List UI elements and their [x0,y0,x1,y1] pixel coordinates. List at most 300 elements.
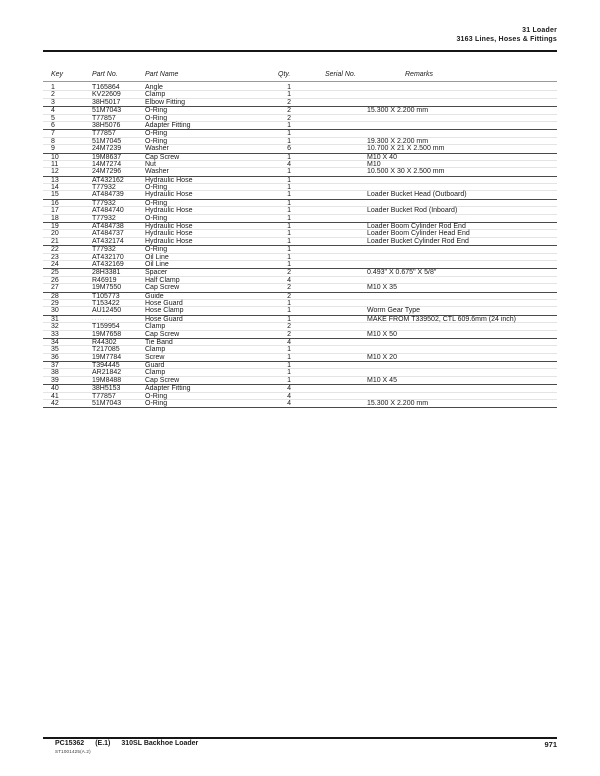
cell-serial [291,400,367,407]
col-header-part-no: Part No. [92,71,118,78]
table-row [43,346,557,353]
cell-serial [291,84,367,91]
cell-remarks [367,122,557,129]
cell-key: 29 [51,299,59,307]
cell-serial [291,362,367,369]
cell-serial [291,177,367,184]
cell-qty: 6 [287,145,291,153]
cell-qty: 1 [287,260,291,268]
page-number: 971 [544,740,557,749]
cell-name: Hydraulic Hose [145,237,193,245]
cell-part: AT432162 [92,176,124,184]
cell-remarks: Loader Boom Cylinder Head End [367,230,470,238]
cell-part: T77932 [92,184,116,192]
cell-qty: 1 [287,299,291,307]
cell-serial [291,323,367,330]
cell-remarks [367,177,557,184]
cell-remarks [367,184,557,191]
cell-remarks: 10.700 X 21 X 2.500 mm [367,145,445,153]
table-row [43,300,557,307]
cell-serial [291,385,367,392]
cell-remarks [367,362,557,369]
cell-serial [291,238,367,245]
cell-remarks: 19.300 X 2.200 mm [367,137,429,145]
table-row [43,339,557,346]
cell-part: AT432169 [92,260,124,268]
cell-serial [291,277,367,284]
cell-key: 41 [51,392,59,400]
cell-part: 19M8637 [92,153,122,161]
row-group [43,362,557,385]
cell-name: O-Ring [145,137,168,145]
cell-name: Screw [145,353,165,361]
cell-name: O-Ring [145,107,168,115]
cell-serial [291,300,367,307]
table-row [43,377,557,384]
cell-part: T77932 [92,214,116,222]
cell-remarks: Loader Boom Cylinder Rod End [367,223,466,231]
cell-remarks [367,293,557,300]
table-row [43,400,557,407]
cell-key: 3 [51,98,55,106]
cell-serial [291,254,367,261]
cell-part: 38H5153 [92,385,121,393]
cell-part: AT484740 [92,207,124,215]
row-group [43,316,557,339]
cell-serial [291,284,367,291]
cell-serial [291,331,367,338]
cell-remarks [367,339,557,346]
cell-qty: 2 [287,98,291,106]
cell-name: Half Clamp [145,276,180,284]
table-row [43,362,557,369]
cell-qty: 1 [287,246,291,254]
cell-key: 5 [51,114,55,122]
cell-key: 39 [51,376,59,384]
cell-name: Hose Clamp [145,307,184,315]
cell-name: O-Ring [145,130,168,138]
cell-qty: 1 [287,91,291,99]
cell-key: 15 [51,191,59,199]
cell-qty: 1 [287,199,291,207]
cell-remarks [367,393,557,400]
table-row [43,238,557,245]
cell-part: 19M7658 [92,330,122,338]
cell-serial [291,223,367,230]
cell-key: 28 [51,292,59,300]
table-row [43,154,557,161]
cell-part: T159954 [92,323,120,331]
cell-key: 25 [51,269,59,277]
cell-key: 32 [51,323,59,331]
cell-key: 37 [51,362,59,370]
cell-qty: 1 [287,207,291,215]
cell-key: 10 [51,153,59,161]
cell-qty: 2 [287,114,291,122]
cell-name: Guard [145,362,165,370]
cell-part: AT484739 [92,191,124,199]
cell-key: 30 [51,307,59,315]
cell-remarks: 15.300 X 2.200 mm [367,400,429,408]
cell-name: Clamp [145,369,166,377]
cell-remarks [367,369,557,376]
cell-qty: 4 [287,400,291,408]
cell-serial [291,215,367,222]
cell-part: 19M8488 [92,376,122,384]
cell-name: Hose Guard [145,299,183,307]
cell-part: 51M7043 [92,400,122,408]
cell-serial [291,230,367,237]
cell-serial [291,138,367,145]
cell-key: 34 [51,338,59,346]
cell-part: KV22609 [92,91,121,99]
table-row [43,184,557,191]
table-row [43,307,557,314]
cell-key: 23 [51,253,59,261]
section-title: 31 Loader [522,27,557,34]
table-row [43,107,557,114]
row-group [43,200,557,223]
cell-part: T153422 [92,299,120,307]
cell-part: T77857 [92,130,116,138]
cell-name: Clamp [145,91,166,99]
cell-name: O-Ring [145,400,168,408]
table-row [43,130,557,137]
cell-part: 51M7045 [92,137,122,145]
cell-qty: 1 [287,253,291,261]
table-row [43,230,557,237]
cell-remarks [367,277,557,284]
table-row [43,223,557,230]
cell-serial [291,99,367,106]
row-group [43,107,557,130]
cell-remarks [367,215,557,222]
table-row [43,369,557,376]
cell-serial [291,184,367,191]
row-group [43,293,557,316]
cell-key: 14 [51,184,59,192]
cell-qty: 4 [287,392,291,400]
table-row [43,115,557,122]
cell-part: 28H3381 [92,269,121,277]
cell-remarks: M10 X 35 [367,284,397,292]
cell-part: AT484737 [92,230,124,238]
footer-rule [43,737,557,739]
table-row [43,99,557,106]
cell-qty: 2 [287,284,291,292]
cell-part: 51M7043 [92,107,122,115]
table-row [43,393,557,400]
cell-name: Cap Screw [145,376,180,384]
table-row [43,177,557,184]
cell-key: 20 [51,230,59,238]
cell-remarks: 15.300 X 2.200 mm [367,107,429,115]
cell-serial [291,377,367,384]
cell-remarks [367,346,557,353]
edition-label: (E.1) [95,740,111,747]
cell-key: 35 [51,346,59,354]
table-row [43,385,557,392]
table-row [43,331,557,338]
cell-key: 22 [51,246,59,254]
cell-key: 6 [51,121,55,129]
cell-part: AT484738 [92,223,124,231]
cell-remarks [367,200,557,207]
row-group [43,154,557,177]
cell-qty: 1 [287,168,291,176]
cell-part: R44302 [92,338,117,346]
cell-key: 31 [51,315,59,323]
cell-qty: 1 [287,176,291,184]
cell-key: 36 [51,353,59,361]
cell-name: Tie Band [145,338,173,346]
cell-serial [291,339,367,346]
cell-key: 13 [51,176,59,184]
table-row [43,138,557,145]
cell-name: O-Ring [145,214,168,222]
row-group [43,385,557,408]
cell-name: Hose Guard [145,315,183,323]
subsection-title: 3163 Lines, Hoses & Fittings [456,36,557,43]
cell-part: 24M7239 [92,145,122,153]
cell-remarks [367,300,557,307]
cell-qty: 2 [287,330,291,338]
table-row [43,145,557,152]
running-header [456,26,557,44]
cell-serial [291,246,367,253]
cell-part: AT432174 [92,237,124,245]
row-group [43,339,557,362]
cell-remarks [367,84,557,91]
cell-name: Clamp [145,346,166,354]
cell-remarks: 0.493" X 0.675" X 5/8" [367,269,437,277]
cell-serial [291,115,367,122]
cell-serial [291,122,367,129]
cell-qty: 1 [287,153,291,161]
cell-serial [291,161,367,168]
table-row [43,84,557,91]
cell-serial [291,207,367,214]
cell-qty: 4 [287,160,291,168]
cell-qty: 4 [287,338,291,346]
cell-qty: 1 [287,130,291,138]
cell-remarks [367,91,557,98]
cell-serial [291,354,367,361]
cell-part: AU12450 [92,307,122,315]
cell-key: 9 [51,145,55,153]
model-label: 310SL Backhoe Loader [121,740,199,747]
row-group [43,130,557,153]
cell-name: Adapter Fitting [145,385,191,393]
row-group [43,177,557,200]
col-header-part-name: Part Name [145,71,179,78]
cell-name: Angle [145,84,163,91]
cell-part: T217085 [92,346,120,354]
cell-key: 1 [51,84,55,91]
cell-key: 38 [51,369,59,377]
cell-remarks: M10 X 40 [367,153,397,161]
row-group [43,246,557,269]
cell-key: 11 [51,160,59,168]
table-row [43,168,557,175]
cell-serial [291,261,367,268]
cell-remarks: MAKE FROM T339502, CTL 609.6mm (24 inch) [367,315,516,323]
table-row [43,200,557,207]
table-row [43,293,557,300]
cell-qty: 2 [287,269,291,277]
cell-part: 24M7296 [92,168,122,176]
cell-qty: 1 [287,184,291,192]
cell-key: 16 [51,199,59,207]
cell-key: 40 [51,385,59,393]
cell-remarks: Loader Bucket Head (Outboard) [367,191,467,199]
table-row [43,254,557,261]
cell-qty: 1 [287,353,291,361]
doc-code: ST1001425(A.2) [55,748,91,754]
cell-key: 27 [51,284,59,292]
cell-part: T77857 [92,392,116,400]
cell-qty: 1 [287,191,291,199]
cell-serial [291,154,367,161]
cell-qty: 1 [287,315,291,323]
cell-remarks: 10.500 X 30 X 2.500 mm [367,168,445,176]
cell-serial [291,346,367,353]
cell-part: AT432170 [92,253,124,261]
cell-part: T77932 [92,246,116,254]
cell-remarks: M10 X 45 [367,376,397,384]
cell-remarks: Loader Bucket Cylinder Rod End [367,237,469,245]
cell-serial [291,91,367,98]
footer-left [43,740,198,754]
cell-name: Clamp [145,323,166,331]
table-body [43,84,557,408]
col-header-remarks: Remarks [405,71,434,78]
cell-serial [291,293,367,300]
cell-key: 12 [51,168,59,176]
cell-name: Adapter Fitting [145,121,191,129]
cell-name: Cap Screw [145,153,180,161]
cell-name: Spacer [145,269,168,277]
cell-qty: 1 [287,237,291,245]
cell-qty: 2 [287,323,291,331]
cell-key: 17 [51,207,59,215]
catalog-number: PC15362 [55,740,85,747]
cell-qty: 1 [287,346,291,354]
cell-qty: 2 [287,292,291,300]
table-row [43,323,557,330]
table-row [43,122,557,129]
cell-key: 19 [51,223,59,231]
table-row [43,215,557,222]
cell-key: 21 [51,237,59,245]
cell-qty: 1 [287,223,291,231]
row-group [43,84,557,107]
cell-qty: 1 [287,230,291,238]
cell-qty: 1 [287,307,291,315]
table-row [43,269,557,276]
cell-remarks: M10 X 50 [367,330,397,338]
cell-name: O-Ring [145,392,168,400]
table-row [43,284,557,291]
cell-name: O-Ring [145,184,168,192]
cell-name: Hydraulic Hose [145,223,193,231]
cell-part: T77857 [92,114,116,122]
cell-name: Nut [145,160,156,168]
col-header-qty: Qty. [278,71,291,78]
cell-remarks [367,254,557,261]
cell-serial [291,369,367,376]
cell-name: Hydraulic Hose [145,230,193,238]
cell-part: 19M7550 [92,284,122,292]
table-header-row [43,69,557,82]
cell-qty: 4 [287,276,291,284]
row-group [43,269,557,292]
cell-serial [291,269,367,276]
cell-remarks: Loader Bucket Rod (Inboard) [367,207,458,215]
header-rule [43,50,557,52]
cell-name: Cap Screw [145,330,180,338]
cell-part: R46919 [92,276,117,284]
cell-remarks: Worm Gear Type [367,307,421,315]
table-row [43,261,557,268]
cell-name: Washer [145,168,169,176]
cell-key: 26 [51,276,59,284]
cell-serial [291,393,367,400]
cell-serial [291,307,367,314]
cell-name: Elbow Fitting [145,98,186,106]
cell-remarks [367,261,557,268]
cell-key: 33 [51,330,59,338]
cell-name: Hydraulic Hose [145,176,193,184]
cell-part: ........ [92,315,114,322]
col-header-key: Key [51,71,64,78]
cell-serial [291,191,367,198]
parts-table [43,69,557,408]
cell-remarks [367,246,557,253]
cell-name: Guide [145,292,164,300]
cell-name: Hydraulic Hose [145,191,193,199]
table-row [43,316,557,323]
cell-key: 2 [51,91,55,99]
table-row [43,354,557,361]
table-row [43,191,557,198]
cell-remarks: M10 X 20 [367,353,397,361]
cell-part: T77932 [92,199,116,207]
cell-qty: 1 [287,214,291,222]
cell-remarks: M10 [367,160,381,168]
table-row [43,91,557,98]
cell-qty: 1 [287,369,291,377]
cell-part: 14M7274 [92,160,122,168]
cell-remarks [367,99,557,106]
cell-part: T394445 [92,362,120,370]
cell-qty: 1 [287,137,291,145]
footer [43,740,557,754]
cell-qty: 1 [287,376,291,384]
cell-part: T105773 [92,292,120,300]
cell-serial [291,145,367,152]
cell-qty: 1 [287,362,291,370]
cell-name: Cap Screw [145,284,180,292]
row-group [43,223,557,246]
cell-qty: 1 [287,121,291,129]
cell-part: 38H5076 [92,121,121,129]
table-row [43,207,557,214]
cell-name: Oil Line [145,260,169,268]
table-row [43,246,557,253]
cell-serial [291,200,367,207]
cell-serial [291,130,367,137]
